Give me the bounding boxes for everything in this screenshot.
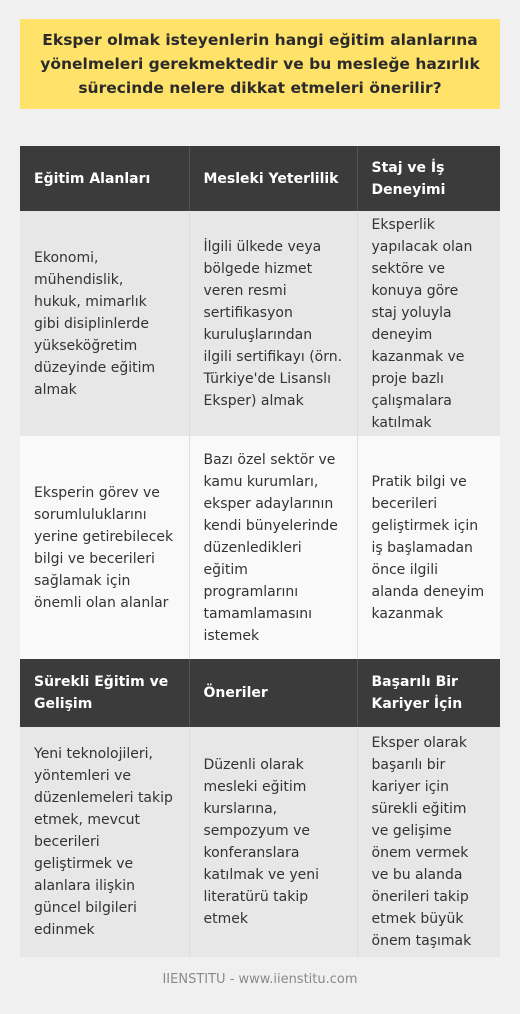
header-cell: Mesleki Yeterlilik <box>189 146 357 211</box>
table-cell: Eksperin görev ve sorumluluklarını yerine getirebilecek bilgi ve becerileri sağlamak için önemli olan alanlar <box>20 436 189 659</box>
table-cell: Yeni teknolojileri, yöntemleri ve düzenlemeleri takip etmek, mevcut becerileri geliştirmek ve alanlara ilişkin güncel bilgileri edinmek <box>20 727 189 957</box>
page-title: Eksper olmak isteyenlerin hangi eğitim alanlarına yönelmeleri gerekmektedir ve bu mesleğe hazırlık sürecinde nelere dikkat etmeleri önerilir? <box>40 31 480 97</box>
header-cell: Başarılı Bir Kariyer İçin <box>357 659 500 727</box>
table-cell: Pratik bilgi ve becerileri geliştirmek için iş başlamadan önce ilgili alanda deneyim kazanmak <box>357 436 500 659</box>
table-row <box>20 211 500 436</box>
table-row <box>20 436 500 659</box>
table-cell: İlgili ülkede veya bölgede hizmet veren resmi sertifikasyon kuruluşlarından ilgili sertifikayı (örn. Türkiye'de Lisanslı Eksper) almak <box>189 211 357 436</box>
header-cell: Öneriler <box>189 659 357 727</box>
title-banner <box>20 19 500 109</box>
table-header-row <box>20 659 500 727</box>
header-cell: Staj ve İş Deneyimi <box>357 146 500 211</box>
table-cell: Eksper olarak başarılı bir kariyer için sürekli eğitim ve gelişime önem vermek ve bu alanda önerileri takip etmek büyük önem taşımak <box>357 727 500 957</box>
table-cell: Düzenli olarak mesleki eğitim kurslarına, sempozyum ve konferanslara katılmak ve yeni literatürü takip etmek <box>189 727 357 957</box>
table-cell: Eksperlik yapılacak olan sektöre ve konuya göre staj yoluyla deneyim kazanmak ve proje bazlı çalışmalara katılmak <box>357 211 500 436</box>
table-cell: Ekonomi, mühendislik, hukuk, mimarlık gibi disiplinlerde yükseköğretim düzeyinde eğitim almak <box>20 211 189 436</box>
table-row <box>20 727 500 957</box>
header-cell: Sürekli Eğitim ve Gelişim <box>20 659 189 727</box>
header-cell: Eğitim Alanları <box>20 146 189 211</box>
info-table <box>20 146 500 957</box>
table-cell: Bazı özel sektör ve kamu kurumları, eksper adaylarının kendi bünyelerinde düzenledikleri eğitim programlarını tamamlamasını istemek <box>189 436 357 659</box>
footer-credit: IIENSTITU - www.iienstitu.com <box>162 972 358 987</box>
table-header-row <box>20 146 500 211</box>
